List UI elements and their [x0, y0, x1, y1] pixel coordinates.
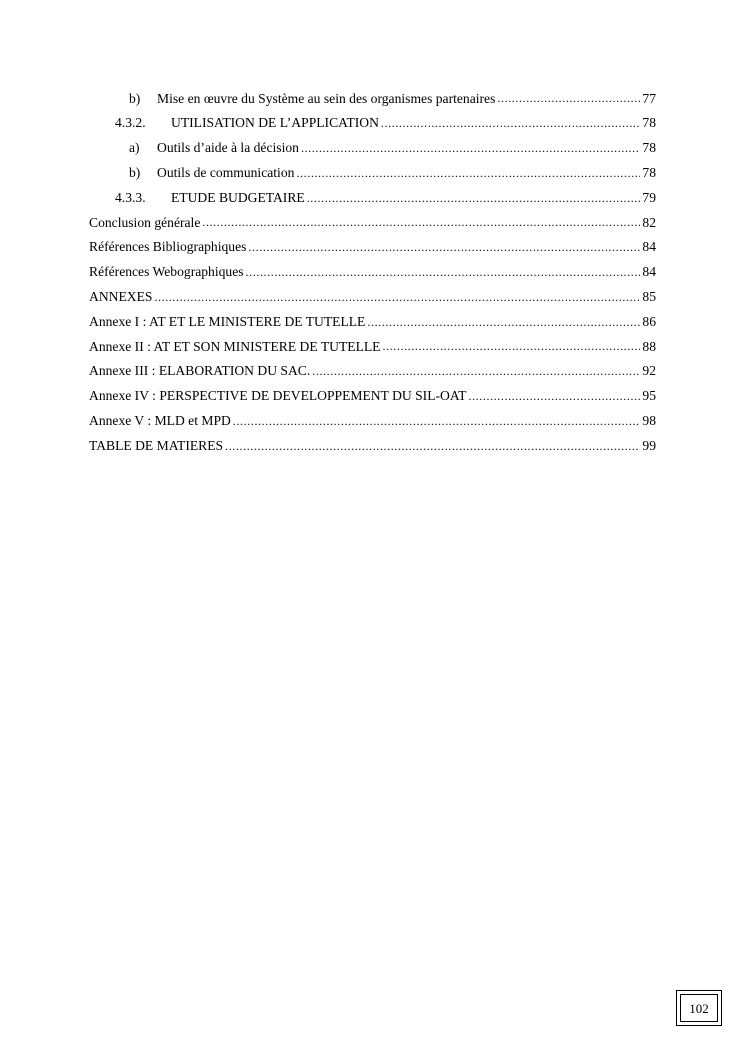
- toc-entry-label: UTILISATION DE L’APPLICATION: [171, 115, 379, 131]
- toc-entry-label: Références Webographiques: [89, 264, 244, 280]
- table-of-contents: [89, 86, 656, 458]
- toc-entry: [89, 284, 656, 309]
- toc-entry-number: b): [129, 164, 141, 180]
- dot-leader: [248, 240, 640, 254]
- dot-leader: [497, 91, 640, 105]
- toc-entry-page: 84: [642, 239, 656, 255]
- toc-entry: [89, 408, 656, 433]
- toc-entry-label: Annexe IV : PERSPECTIVE DE DEVELOPPEMENT DU SIL-OAT: [89, 388, 467, 404]
- toc-entry: [89, 309, 656, 334]
- toc-entry-number: 4.3.3.: [115, 189, 146, 205]
- toc-entry-page: 79: [642, 189, 656, 205]
- toc-entry: [89, 433, 656, 458]
- toc-entry-label: Outils d’aide à la décision: [157, 140, 299, 156]
- toc-entry-number: b): [129, 90, 141, 106]
- toc-entry-page: 78: [642, 115, 656, 131]
- dot-leader: [382, 339, 640, 353]
- toc-entry-page: 92: [642, 363, 656, 379]
- toc-entry-label: Annexe V : MLD et MPD: [89, 412, 231, 428]
- toc-entry-label: Annexe III : ELABORATION DU SAC.: [89, 363, 311, 379]
- toc-entry: [89, 260, 656, 285]
- dot-leader: [381, 116, 640, 130]
- dot-leader: [202, 215, 640, 229]
- toc-entry-page: 82: [642, 214, 656, 230]
- toc-entry-label: Références Bibliographiques: [89, 239, 247, 255]
- toc-entry-page: 78: [642, 164, 656, 180]
- toc-entry: [89, 136, 656, 161]
- toc-entry-label: Annexe I : AT ET LE MINISTERE DE TUTELLE: [89, 313, 366, 329]
- dot-leader: [225, 439, 640, 453]
- toc-entry-page: 98: [642, 412, 656, 428]
- toc-entry-label: TABLE DE MATIERES: [89, 437, 224, 453]
- toc-entry: [89, 86, 656, 111]
- toc-entry-page: 99: [642, 437, 656, 453]
- toc-entry-number: a): [129, 140, 140, 156]
- dot-leader: [312, 364, 640, 378]
- toc-entry: [89, 384, 656, 409]
- dot-leader: [246, 265, 641, 279]
- dot-leader: [307, 191, 641, 205]
- toc-entry: [89, 359, 656, 384]
- toc-entry-label: ANNEXES: [89, 288, 153, 304]
- page-number: 102: [689, 1001, 709, 1016]
- toc-entry-page: 78: [642, 140, 656, 156]
- dot-leader: [154, 290, 640, 304]
- toc-entry-page: 85: [642, 288, 656, 304]
- dot-leader: [233, 414, 641, 428]
- toc-entry: [89, 160, 656, 185]
- page-number-box: [676, 990, 722, 1026]
- toc-entry-page: 88: [642, 338, 656, 354]
- dot-leader: [301, 141, 640, 155]
- toc-entry-label: Conclusion générale: [89, 214, 201, 230]
- toc-entry: [89, 235, 656, 260]
- toc-entry: [89, 185, 656, 210]
- toc-entry: [89, 210, 656, 235]
- dot-leader: [468, 389, 640, 403]
- toc-entry-label: ETUDE BUDGETAIRE: [171, 189, 305, 205]
- toc-entry: [89, 334, 656, 359]
- toc-entry-page: 95: [642, 388, 656, 404]
- dot-leader: [367, 315, 640, 329]
- toc-entry-page: 84: [642, 264, 656, 280]
- toc-entry-label: Mise en œuvre du Système au sein des organismes partenaires: [157, 90, 496, 106]
- toc-entry-page: 86: [642, 313, 656, 329]
- dot-leader: [296, 166, 640, 180]
- toc-entry-page: 77: [642, 90, 656, 106]
- toc-entry: [89, 111, 656, 136]
- toc-entry-number: 4.3.2.: [115, 115, 146, 131]
- toc-entry-label: Outils de communication: [157, 164, 295, 180]
- toc-entry-label: Annexe II : AT ET SON MINISTERE DE TUTELLE: [89, 338, 381, 354]
